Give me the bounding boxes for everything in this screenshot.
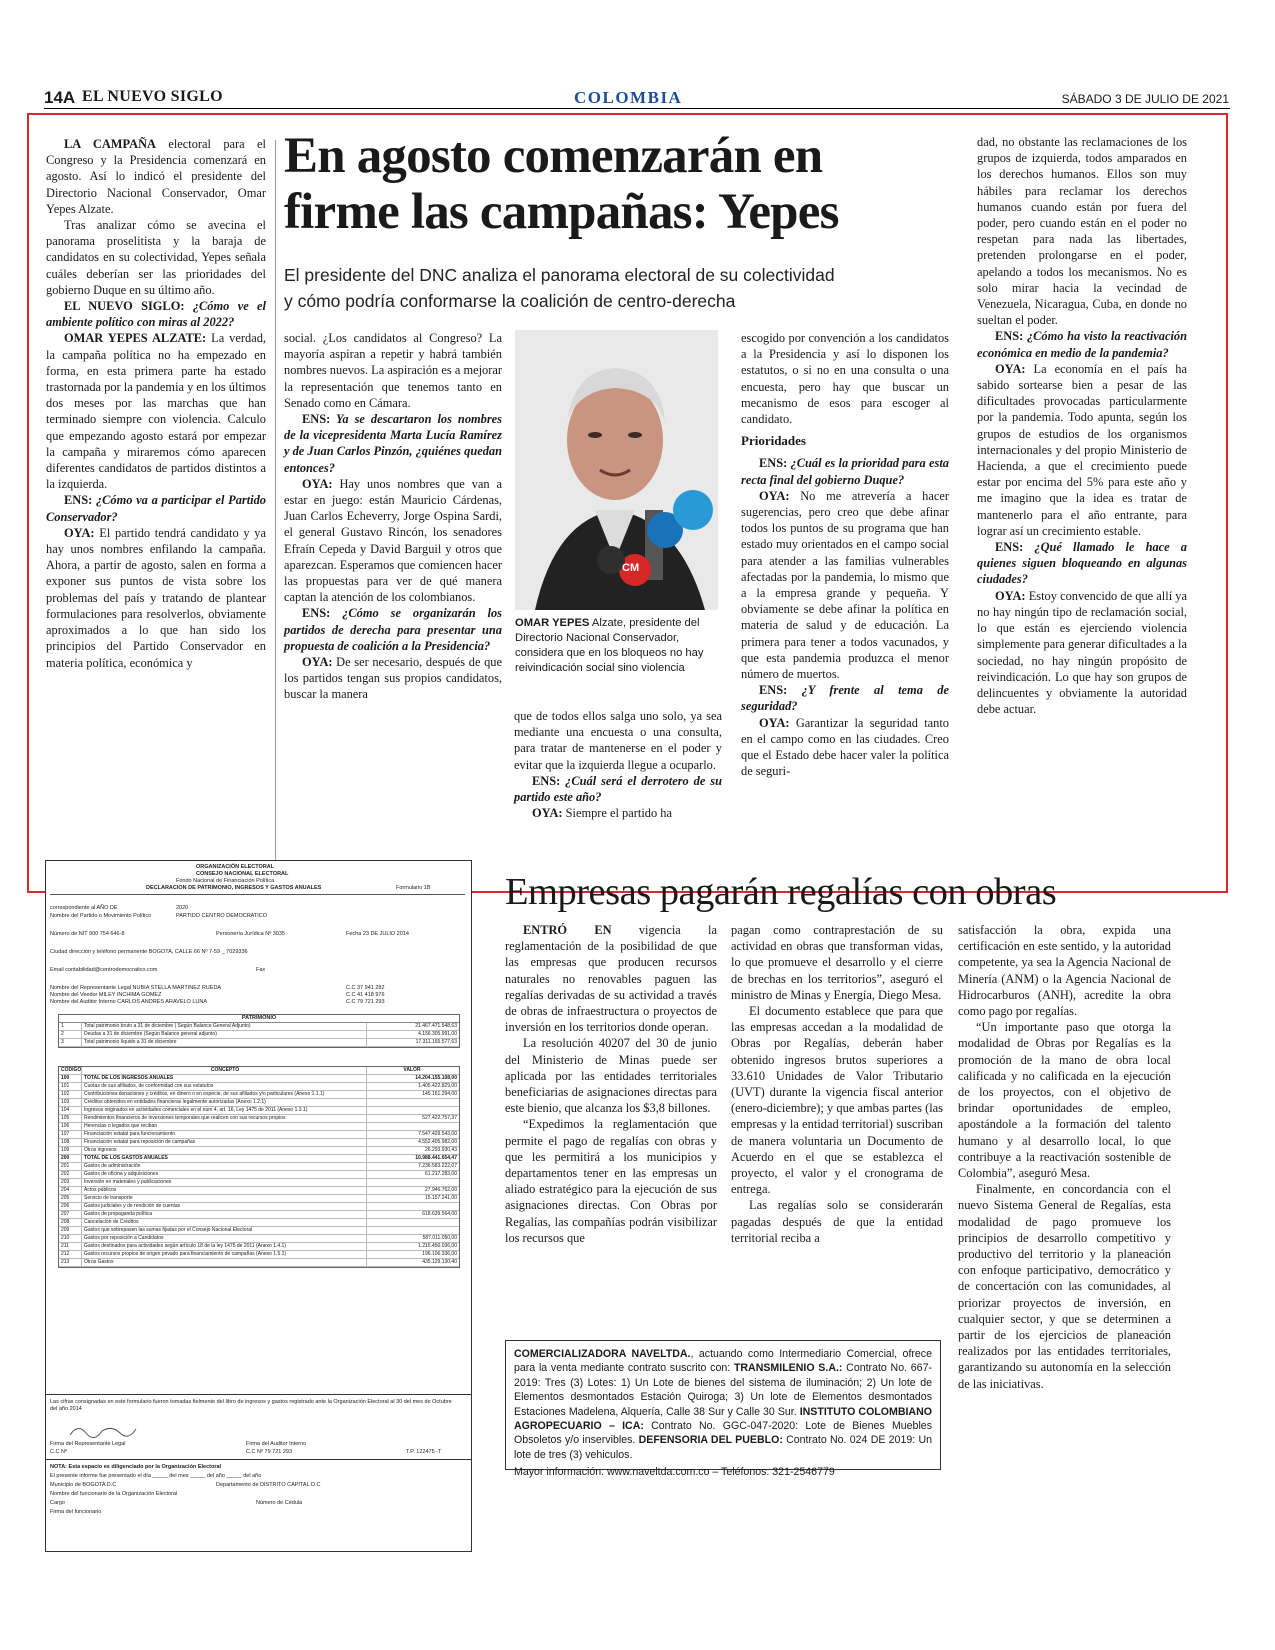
article1-subhead: El presidente del DNC analiza el panorama electoral de su colectividad y cómo podría conformarse la coalición de centro-derecha [284,265,835,311]
patrimonio-table: PATRIMONIO 1 Total patrimonio bruto a 31 de diciembre ( Según Balance General Adjunto) 21.467.471.548,63 2 Deudas a 31 de diciembre (Según Balance general adjunto) 4.156.305.991,00 3 Total patrimonio líquido a 31 de diciembre 17.311.165.577,63 [58,1014,460,1048]
table-row: 206 Gastos judiciales y de rendición de cuentas [59,1203,459,1211]
lead-caps: ENTRÓ EN [523,923,612,937]
newspaper-name: EL NUEVO SIGLO [82,88,223,105]
question: ¿Cómo ve el ambiente político con miras al 2022? [46,299,266,330]
article2-col3: satisfacción la obra, expida una certificación en este sentido, y la autoridad competente, ya sea la Agencia Nacional de Minería (ANM) o la Agencia Nacional de Hidrocarburos (ANH), acredite la obra como pago por regalías. “Un importante paso que otorga la modalidad de Obras por Regalías es la promoción de la mano de obra local calificada y no calificada en la ejecución de los proyectos, con el objetivo de brindar oportunidades de empleo, apostándole a la formación del talento humano y al desarrollo local, lo que contribuye a la reactivación sostenible de Colombia”, aseguró Mesa. Finalmente, en concordancia con el nuevo Sistema General de Regalías, esta modalidad de pago promueve los principios de desarrollo competitivo y productivo del territorio y la planeación con enfoque participativo, democrático y de concertación con las comunidades, al priorizar proyectos de inversión, en cualquier sector, y que se determinen a partir de los ejercicios de planeación realizados por las entidades territoriales, garantizando su autonomía en la selección de las iniciativas. [958,923,1171,1391]
table-row: 203 Inversión en materiales y publicaciones [59,1179,459,1187]
table-row: 107 Financiación estatal para funcionamiento 7.547.429.543,00 [61,1131,457,1137]
table-row: 207 Gastos de propaganda política 618.639.564,00 [61,1211,457,1217]
question: ¿Qué llamado le hace a quienes siguen bloqueando en algunas ciudades? [977,540,1187,587]
table-row: 213 Otros Gastos 435.129.130,40 [61,1259,457,1265]
table-row: 3 Total patrimonio líquido a 31 de diciembre 17.311.165.577,63 [61,1039,457,1045]
microphone-label: CM [622,562,640,574]
income-table [58,1066,460,1268]
question: ¿Cómo ha visto la reactivación económica en medio de la pandemia? [977,329,1187,360]
question: ¿Cuál es la prioridad para esta recta final del gobierno Duque? [741,456,949,487]
table-row: 104 Ingresos originados en actividades comerciales en el num 4, art. 16, Ley 1475 de 2011 (Anexo 1.3.1) [59,1107,459,1115]
table-row: 209 Gastos que sobrepasen las sumas fijadas por el Consejo Nacional Electoral [59,1227,459,1235]
table-header: CODIGO CONCEPTO VALOR [59,1067,459,1075]
certification-box [46,1394,471,1395]
question: ¿Cómo se organizarán los partidos de derecha para presentar una propuesta de coalición a la Presidencia? [284,606,502,653]
article1-col2: social. ¿Los candidatos al Congreso? La mayoría aspiran a repetir y habrá también nombres nuevos. La aspiración es a mejorar la representación que tenemos tanto en Senado como en Cámara. ENS: Ya se descartaron los nombres de la vicepresidenta Marta Lucía Ramírez y de Juan Carlos Pinzón, ¿quiénes quedan entonces? OYA: Hay unos nombres que van a estar en juego: están Mauricio Cárdenas, Juan Carlos Echeverry, Jorge Ospina Sardi, el general Gustavo Rincón, los senadores Efraín Cepeda y David Barguil y otros que aparezcan. Esperamos que comiencen hacer las propuestas para ver de qué manera captan la atención de los colombianos. ENS: ¿Cómo se organizarán los partidos de derecha para presentar una propuesta de coalición a la Presidencia? OYA: De ser necesario, después de que los partidos tengan sus propios candidatos, buscar la manera [284,331,502,702]
article1-col5: dad, no obstante las reclamaciones de los grupos de izquierda, todos amparados en los derechos humanos. Ellos son muy hábiles para reclamar los derechos humanos cuando están por fuera del poder, pero cuando están en el poder no respetan para nada las libertades, pretenden prolongarse en el poder, apelando a todos los mecanismos. No es solo mirar hacia la vecindad de Venezuela, Nicaragua, Cuba, en donde no sueltan el poder. ENS: ¿Cómo ha visto la reactivación económica en medio de la pandemia? OYA: La economía en el país ha sabido sortearse bien a pesar de las dificultades provocadas particularmente por la pandemia. Todo apunta, según los grupos de estudios de los organismos internacionales y del propio Ministerio de Hacienda, a que el crecimiento puede estar por encima del 5% para este año y me imagino que la idea es tratar de mantenerlo para el año entrante, para lograr así un crecimiento estable. ENS: ¿Qué llamado le hace a quienes siguen bloqueando en algunas ciudades? OYA: Estoy convencido de que allí ya no hay ningún tipo de reclamación social, lo que están es ejerciendo violencia simplemente para generar dificultades a la sociedad, no hay ningún propósito de reivindicación. Lo que hay son grupos de delincuentes y obviamente la autoridad debe actuar. [977,135,1187,717]
ad-contact: Mayor información: www.naveltda.com.co – Teléfonos: 321-2546779 [514,1466,835,1479]
table-row: 202 Gastos de oficina y adquisiciones 61.217.283,00 [61,1171,457,1177]
table-row: 200 TOTAL DE LOS GASTOS ANUALES 10.988.441.654,47 [61,1155,457,1161]
table-row: 105 Rendimientos financieros de inversiones temporales que realicen con sus recursos propios 527.422.757,37 [61,1115,457,1121]
section-title: COLOMBIA [574,88,683,107]
article1-photo [515,330,718,610]
table-row: 212 Gastos recursos propios de origen privado para financiamiento de campañas (Anexo 1.5.1) 196.106.336,00 [61,1251,457,1257]
table-row: 1 Total patrimonio bruto a 31 de diciembre ( Según Balance General Adjunto) 21.467.471.548,63 [61,1023,457,1029]
article1-headline: En agosto comenzarán en firme las campañas: Yepes [284,128,839,240]
article1-col1: LA CAMPAÑA electoral para el Congreso y la Presidencia comenzará en agosto. Así lo indicó el presidente del Directorio Nacional Conservador, Omar Yepes Alzate. Tras analizar cómo se avecina el panorama proselitista y la baraja de candidatos en su colectividad, Yepes señala cuáles deberían ser las prioridades del gobierno Duque en su último año. EL NUEVO SIGLO: ¿Cómo ve el ambiente político con miras al 2022? OMAR YEPES ALZATE: La verdad, la campaña política no ha empezado en forma, en esta primera parte ha estado trastornada por la pandemia y en los últimos dos meses por las marchas que han terminado siempre con violencia. Calculo que empezando agosto estará por empezar la campaña y miraremos cómo aparecen diferentes candidatos de partidos distintos a la izquierda. ENS: ¿Cómo va a participar el Partido Conservador? OYA: El partido tendrá candidato y ya hay unos nombres enfilando la campaña. Ahora, a partir de agosto, salen en forma a exponer sus puntos de vista sobre los problemas del país y tratando de plantear formulaciones para resolverlos, obviamente aproximados a lo que han sido los principios del Partido Conservador en materia política, económica y [46,137,266,670]
photo-caption: OMAR YEPES Alzate, presidente del Directorio Nacional Conservador, considera que en los bloqueos no hay reivindicación social sino violencia [515,617,704,674]
page-number: 14A [44,88,76,107]
table-row: 201 Gastos de administración 7.236.583.222,07 [61,1163,457,1169]
article2-col2: pagan como contraprestación de su actividad en obras que transforman vidas, lo que promueve el desarrollo y el cierre de brechas en los territorios”, aseguró el ministro de Minas y Energía, Diego Mesa. El documento establece que para que las empresas accedan a la modalidad de Obras por Regalías, deberán haber obtenido ingresos brutos superiores a 33.610 Unidades de Valor Tributario (UVT) durante la vigencia fiscal anterior (enero-diciembre); y que ambas partes (las empresas y la entidad territorial) suscriban de manera voluntaria un Documento de Acuerdo en el que se establezca el proyecto, el valor y el cronograma de entrega. Las regalías solo se considerarán pagadas después de que la entidad territorial reciba a [731,923,943,1245]
advertisement-box: COMERCIALIZADORA NAVELTDA., actuando como Intermediario Comercial, ofrece para la venta mediante contrato suscrito con: TRANSMILENIO S.A.: Contrato No. 667- 2019: Tres (3) Lotes: 1) Un Lote de bienes del sistema de iluminación; 2) Un lote de Elementos desmontados Estación Quiroga; 3) Un lote de Elementos desmontados Estaciones Madelena, Alquería, Calle 38 Sur y Calle 30 Sur. INSTITUTO COLOMBIANO AGROPECUARIO – ICA: Contrato No. GGC-047-2020: Lote de Bienes Muebles Obsoletos y/o inservibles. DEFENSORIA DEL PUEBLO: Contrato No. 024 DE 2019: Un lote de tres (3) vehiculos. Mayor información: www.naveltda.com.co – Teléfonos: 321-2546779 [505,1340,941,1470]
section-subhead: Prioridades [741,433,806,449]
masthead-rule [44,108,1230,109]
table-row: 205 Servicio de transporte 15.157.241,00 [61,1195,457,1201]
table-row: 210 Gastos por reposición a Candidatos 587.011.050,00 [61,1235,457,1241]
question: Ya se descartaron los nombres de la vicepresidenta Marta Lucía Ramírez y de Juan Carlos Pinzón, ¿quiénes quedan entonces? [284,412,502,475]
form-header: ORGANIZACIÓN ELECTORAL [196,864,275,870]
lead-caps: LA CAMPAÑA [64,137,156,151]
table-row: 208 Cancelación de Créditos [59,1219,459,1227]
table-row: 211 Gastos destinados para actividades según artículo 18 de la ley 1475 de 2011 (Anexo 1.4.1) 1.215.450.036,00 [61,1243,457,1249]
article2-col1: ENTRÓ EN vigencia la reglamentación de la posibilidad de que las empresas que producen recursos naturales no renovables paguen las regalías derivadas de su actividad a través de obras de infraestructura o proyectos de inversión en los territorios donde operan. La resolución 40207 del 30 de junio del Ministerio de Minas puede ser aplicada por las entidades territoriales beneficiarias de asignaciones directas para este bienio, que alcanza los $3,8 billones. “Expedimos la reglamentación que permite el pago de regalías con obras y que les permitirá a los municipios y departamentos tener en las empresas un aliado estratégico para la ejecución de sus asignaciones directas. Con Obras por Regalías, las compañías podrán visibilizar los recursos que [505,923,717,1245]
issue-date: SÁBADO 3 DE JULIO DE 2021 [1061,92,1229,106]
table-row: 106 Herencias o legados que reciban [59,1123,459,1131]
form-number: Formulario 1B [396,885,431,891]
signature-rep [68,1421,138,1439]
table-row: 2 Deudas a 31 de diciembre (Según Balance general adjunto) 4.156.305.991,00 [61,1031,457,1037]
question: ¿Y frente al tema de seguridad? [741,683,949,714]
portrait-image [515,330,718,610]
table-row: 102 Contribuciones donaciones y créditos, en dinero o en especie, de sus afiliados y/o particulares (Anexo 1.1.1) 145.161.294,00 [61,1091,457,1097]
table-row: 103 Créditos obtenidos en entidades financieras legalmente autorizadas (Anexo 1.2.1) [59,1099,459,1107]
article1-col3: que de todos ellos salga uno solo, ya sea mediante una encuesta o una consulta, para tratar de mantenerse en el poder y evitar que la izquierda llegue a ocuparlo. ENS: ¿Cuál será el derrotero de su partido este año? OYA: Siempre el partido ha [514,709,722,821]
question: ¿Cómo va a participar el Partido Conservador? [46,493,266,524]
article1-col4: escogido por convención a los candidatos a la Presidencia y así lo disponen los estatutos, o si no en una consulta o una encuesta, pero hay que buscar un mecanismo de esos para escoger al candidato. Prioridades ENS: ¿Cuál es la prioridad para esta recta final del gobierno Duque? OYA: No me atrevería a hacer sugerencias, pero creo que debe afinar todos los puntos de su programa que han estado muy orientados en el campo social para atender a las familias vulnerables afectadas por la pandemia, lo mismo que a la empresa grande y pequeña. Y obviamente se debe afinar la política en materia de salud y de educación. La primera para tener a todos vacunados, y que esta pandemia produzca el menor número de muertos. ENS: ¿Y frente al tema de seguridad? OYA: Garantizar la seguridad tanto en el campo como en las ciudades. Creo que el Estado debe hacer valer la política de seguri- [741,331,949,779]
table-row: 204 Actos públicos 27.946.762,00 [61,1187,457,1193]
financial-form: ORGANIZACIÓN ELECTORAL CONSEJO NACIONAL ELECTORAL Fondo Nacional de Financiación Política DECLARACION DE PATRIMONIO, INGRESOS Y GASTOS ANUALES Formulario 1B correspondiente al AÑO DE 2020 Nombre del Partido o Movimiento Político PARTIDO CENTRO DEMOCRATICO Número de NIT 900 754 646-8 Personería Jurídica Nº 3035 Fecha 23 DE JULIO 2014 Ciudad dirección y teléfono permanente BOGOTA, CALLE 66 Nº 7-59 _ 7029336 Email contabilidad@centrodemocratico.com Fax Nombre del Representante Legal NUBIA STELLA MARTINEZ RUEDA C.C 37 941 282 Nombre del Veedor MILEY INCHIMA GOMEZ C.C 41 418 976 Nombre del Auditor Interno CARLOS ANDRES ARAVELO LUNA C.C 79 721 293 PATRIMONIO 1 Total patrimonio bruto a 31 de diciembre ( Según Balance General Adjunto) 21.467.471.548,63 2 Deudas a 31 de diciembre (Según Balance general adjunto) 4.156.305.991,00 3 Total patrimonio líquido a 31 de diciembre 17.311.165.577,63 CODIGO CONCEPTO VALOR 100 TOTAL DE LOS INGRESOS ANUALES 14.204.155.108,00 101 Cuotas de sus afiliados, de conformidad con sus estatutos 1.405.422.829,00 102 Contribuciones donaciones y créditos, en dinero o en especie, de sus afiliados y/o particulares (Anexo 1.1.1) 145.161.294,00 103 Créditos obtenidos en entidades financieras legalmente autorizadas (Anexo 1.2.1) 104 Ingresos originados en actividades comerciales en el num 4, art. 16, Ley 1475 de 2011 (Anexo 1.3.1) 105 Rendimientos financieros de inversiones temporales que realicen con sus recursos propios 527.422.757,37 106 Herencias o legados que reciban 107 Financiación estatal para funcionamiento 7.547.429.543,00 108 Financiación estatal para reposición de campañas 4.552.405.982,00 109 Otros ingresos 26.293.930,43 200 TOTAL DE LOS GASTOS ANUALES 10.988.441.654,47 201 Gastos de administración 7.236.583.222,07 202 Gastos de oficina y adquisiciones 61.217.283,00 203 Inversión en materiales y publicaciones 204 Actos públicos 27.946.762,00 205 Servicio de transporte 15.157.241,00 206 Gastos judiciales y de rendición de cuentas 207 Gastos de propaganda política 618.639.564,00 208 Cancelación de Créditos 209 Gastos que sobrepasen las sumas fijadas por el Consejo Nacional Electoral 210 Gastos por reposición a Candidatos 587.011.050,00 211 Gastos destinados para actividades según artículo 18 de la ley 1475 de 2011 (Anexo 1.4.1) 1.215.450.036,00 212 Gastos recursos propios de origen privado para financiamiento de campañas (Anexo 1.5.1) 196.106.336,00 213 Otros Gastos 435.129.130,40 Las cifras consignadas en este formulario fueron tomadas fielmente del libro de ingresos y gastos registrado ante la Organización Electoral al 30 del mes de Octubre del año 2014 Firma del Representante Legal C.C Nº Firma del Auditor Interno C.C Nº 79 721 293 T.P. 122475 -T NOTA: Esta espacio es diligenciado por la Organización Electoral El presente informe fue presentado el día _____ del mes _____ del año _____ del año Municipio de BOGOTA D.C Departamento de DISTRITO CAPITAL D.C Nombre del funcionario de la Organización Electoral Cargo Número de Cédula Firma del funcionario [45,860,472,1552]
column-divider [275,140,276,860]
article2-headline: Empresas pagarán regalías con obras [505,871,1057,913]
table-row: 108 Financiación estatal para reposición de campañas 4.552.405.982,00 [61,1139,457,1145]
table-row: 109 Otros ingresos 26.293.930,43 [61,1147,457,1153]
table-row: 100 TOTAL DE LOS INGRESOS ANUALES 14.204.155.108,00 [61,1075,457,1081]
question: ¿Cuál será el derrotero de su partido este año? [514,773,722,805]
table-row: 101 Cuotas de sus afiliados, de conformidad con sus estatutos 1.405.422.829,00 [61,1083,457,1089]
